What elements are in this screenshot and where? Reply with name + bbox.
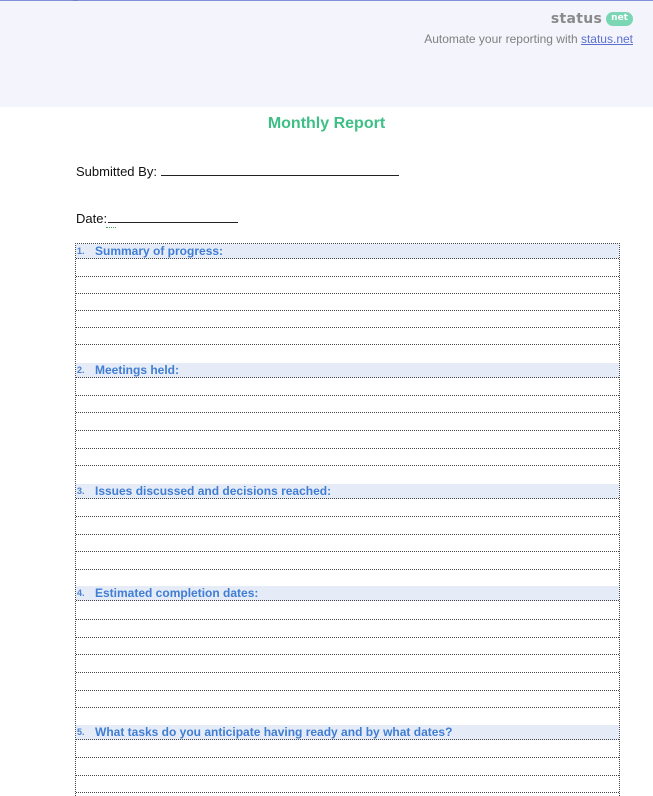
writing-line[interactable] — [76, 448, 619, 449]
section-header-5 — [76, 725, 619, 740]
writing-line[interactable] — [76, 690, 619, 691]
section-number: 4. — [77, 588, 85, 598]
writing-line[interactable] — [76, 569, 619, 570]
writing-line[interactable] — [76, 344, 619, 345]
section-header-4 — [76, 586, 619, 601]
tagline-text: Automate your reporting with — [424, 32, 581, 46]
writing-line[interactable] — [76, 757, 619, 758]
writing-line[interactable] — [76, 654, 619, 655]
writing-line[interactable] — [76, 775, 619, 776]
section-number: 2. — [77, 365, 85, 375]
date-label: Date: — [76, 211, 108, 226]
writing-line[interactable] — [76, 310, 619, 311]
writing-line[interactable] — [76, 293, 619, 294]
section-header-2 — [76, 363, 619, 378]
document-title: Monthly Report — [267, 115, 386, 132]
brand-word: status — [550, 11, 603, 27]
brand-logo[interactable] — [551, 11, 633, 27]
section-label: Summary of progress: — [95, 244, 224, 258]
writing-line[interactable] — [76, 327, 619, 328]
section-header-1 — [76, 244, 619, 259]
date-blank[interactable] — [108, 210, 238, 223]
brand-pill: net — [606, 12, 633, 26]
tagline-link[interactable]: status.net — [580, 32, 633, 46]
section-number: 1. — [77, 246, 85, 256]
submitted-by-field[interactable] — [76, 163, 399, 179]
writing-line[interactable] — [76, 465, 619, 466]
writing-line[interactable] — [76, 672, 619, 673]
writing-line[interactable] — [76, 412, 619, 413]
writing-line[interactable] — [76, 534, 619, 535]
writing-line[interactable] — [76, 619, 619, 620]
writing-line[interactable] — [76, 551, 619, 552]
section-number: 5. — [77, 727, 85, 737]
writing-line[interactable] — [76, 637, 619, 638]
section-label: Issues discussed and decisions reached: — [95, 484, 332, 498]
writing-line[interactable] — [76, 516, 619, 517]
report-form — [75, 243, 620, 796]
page-header — [0, 1, 653, 107]
submitted-by-blank[interactable] — [161, 163, 399, 176]
section-label: Meetings held: — [95, 363, 180, 377]
section-header-3 — [76, 484, 619, 499]
section-label: Estimated completion dates: — [95, 586, 259, 600]
section-label: What tasks do you anticipate having ready and by what dates? — [95, 725, 453, 739]
writing-line[interactable] — [76, 707, 619, 708]
writing-line[interactable] — [76, 430, 619, 431]
date-field[interactable] — [76, 210, 238, 226]
submitted-by-label: Submitted By: — [76, 164, 157, 179]
writing-line[interactable] — [76, 395, 619, 396]
writing-line[interactable] — [76, 276, 619, 277]
section-number: 3. — [77, 486, 85, 496]
writing-line[interactable] — [76, 792, 619, 793]
spellcheck-squiggle — [106, 224, 116, 228]
tagline — [424, 32, 633, 46]
